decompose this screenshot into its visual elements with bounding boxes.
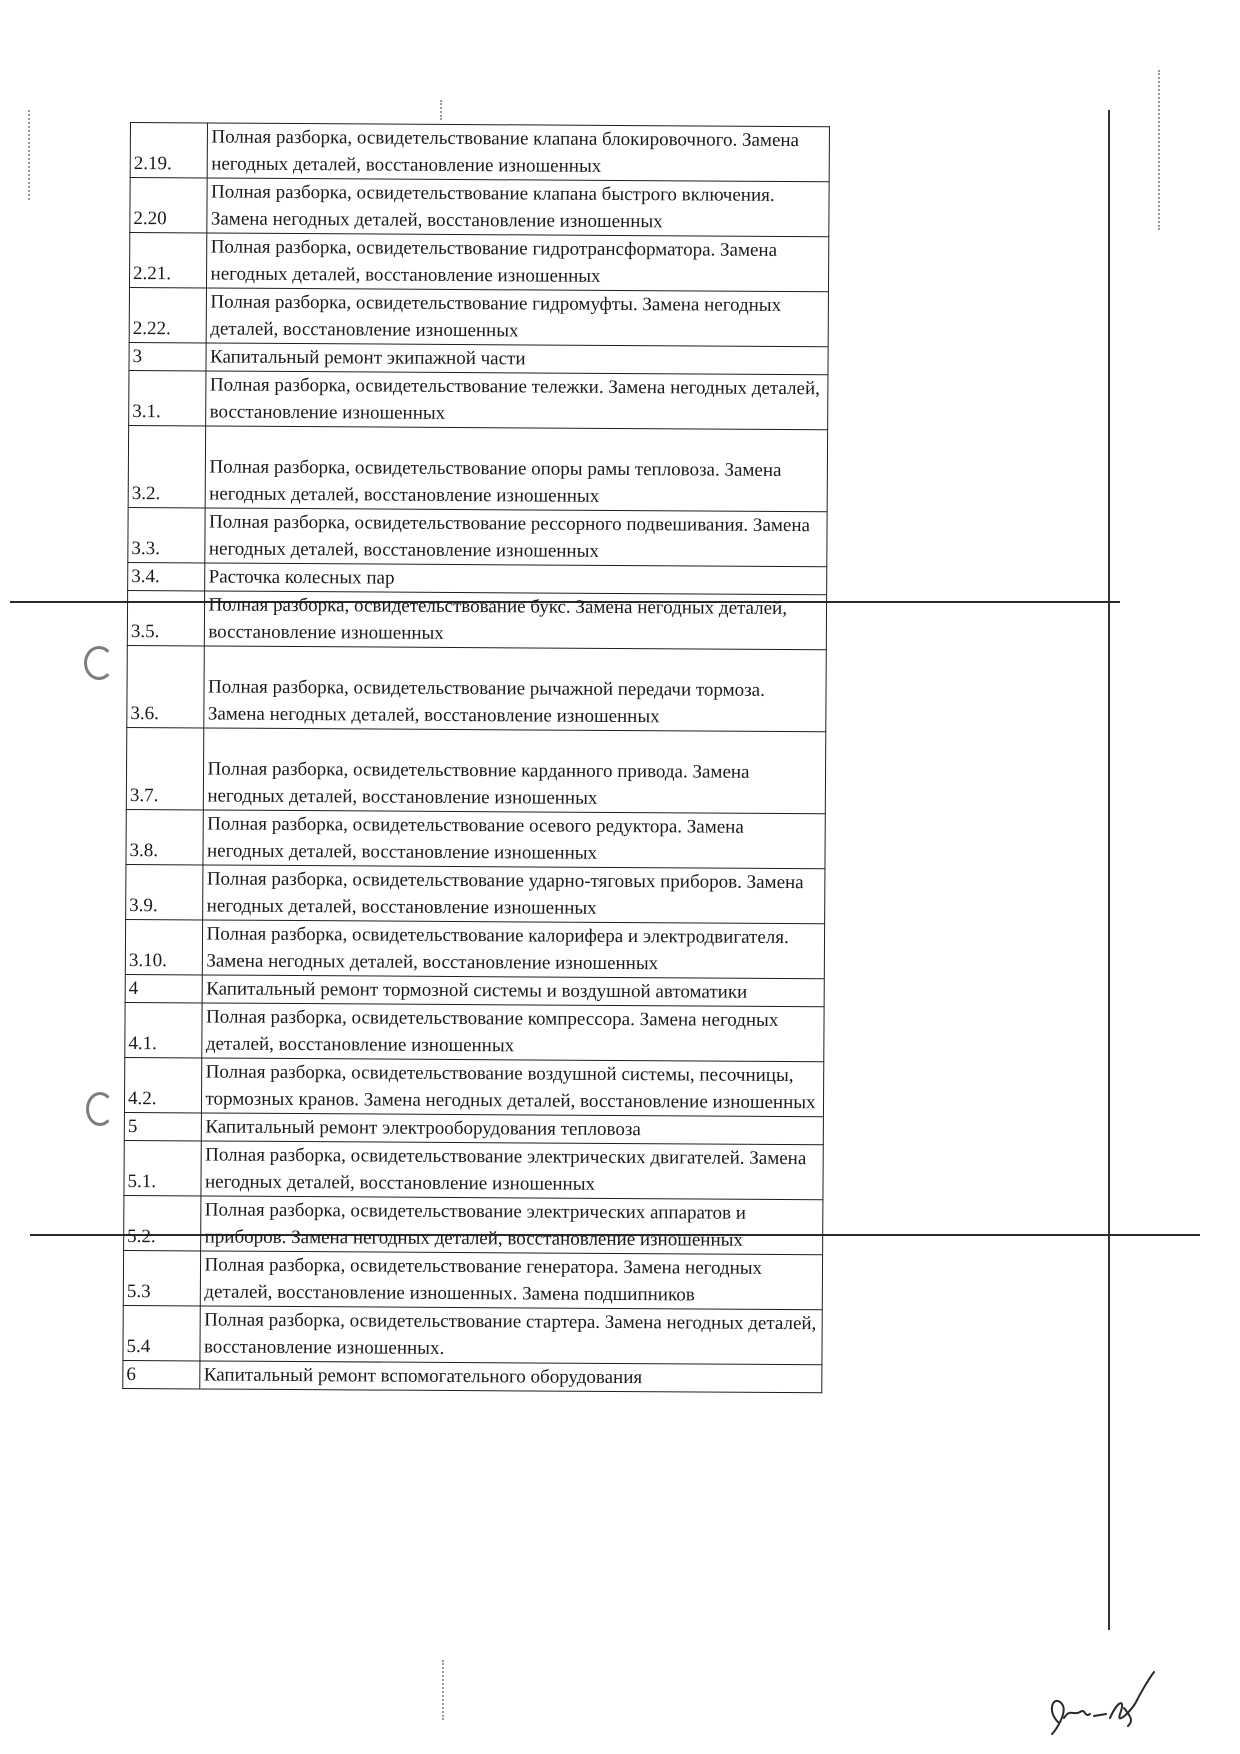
row-number: 6 xyxy=(123,1360,201,1388)
row-description: Капитальный ремонт вспомогательного оборудования xyxy=(200,1361,822,1393)
table-row xyxy=(127,590,826,649)
table-row xyxy=(124,1112,823,1144)
left-edge-dots xyxy=(28,110,31,200)
row-number: 5.3 xyxy=(123,1250,201,1305)
table-row xyxy=(124,1057,823,1116)
row-description: Полная разборка, освидетельствовние карданного привода. Замена негодных деталей, восстановление изношенных xyxy=(204,728,826,814)
table-row xyxy=(129,370,828,429)
row-number: 5.2. xyxy=(124,1195,202,1250)
table-row xyxy=(125,974,824,1006)
table-row xyxy=(125,919,824,978)
row-description: Полная разборка, освидетельствование ударно-тяговых приборов. Замена негодных деталей, восстановление изношенных xyxy=(203,865,825,924)
table-row xyxy=(126,809,825,868)
row-description: Полная разборка, освидетельствование компрессора. Замена негодных деталей, восстановление изношенных xyxy=(202,1003,824,1062)
table-row xyxy=(124,1195,823,1254)
table-row xyxy=(129,287,828,346)
row-number: 2.20 xyxy=(130,178,208,233)
row-number: 4.1. xyxy=(125,1002,203,1057)
punch-hole-upper xyxy=(84,646,114,680)
row-number: 2.22. xyxy=(129,287,207,342)
table-row xyxy=(126,864,825,923)
row-description: Полная разборка, освидетельствование стартера. Замена негодных деталей, восстановление изношенных. xyxy=(200,1306,822,1365)
row-number: 5.4 xyxy=(123,1305,201,1360)
row-number: 5.1. xyxy=(124,1140,202,1195)
top-center-dots xyxy=(440,100,443,120)
handwritten-signature xyxy=(1040,1660,1160,1740)
row-description: Полная разборка, освидетельствование электрических двигателей. Замена негодных деталей, восстановление изношенных xyxy=(201,1141,823,1200)
table-row xyxy=(123,1360,822,1392)
row-number: 3.10. xyxy=(125,919,203,974)
row-number: 3.1. xyxy=(129,370,207,425)
table-row xyxy=(127,645,826,731)
row-description: Капитальный ремонт экипажной части xyxy=(206,343,828,375)
bottom-center-dots xyxy=(442,1660,445,1720)
row-description: Полная разборка, освидетельствование клапана блокировочного. Замена негодных деталей, восстановление изношенных xyxy=(208,123,830,182)
table-row xyxy=(130,123,829,182)
row-number: 4 xyxy=(125,974,203,1002)
right-edge-dots xyxy=(1158,70,1161,230)
row-number: 4.2. xyxy=(124,1057,202,1112)
row-description: Полная разборка, освидетельствование генератора. Замена негодных деталей, восстановление изношенных. Замена подшипников xyxy=(201,1251,823,1310)
table-row xyxy=(130,178,829,237)
right-margin-line xyxy=(1108,110,1110,1630)
repair-items-table xyxy=(122,122,830,1393)
table-row xyxy=(128,425,827,511)
row-description: Полная разборка, освидетельствование рессорного подвешивания. Замена негодных деталей, восстановление изношенных xyxy=(205,508,827,567)
row-number: 2.19. xyxy=(130,123,208,178)
table-row xyxy=(123,1250,822,1309)
row-description: Полная разборка, освидетельствование осевого редуктора. Замена негодных деталей, восстановление изношенных xyxy=(203,810,825,869)
row-description: Полная разборка, освидетельствование калорифера и электродвигателя. Замена негодных деталей, восстановление изношенных xyxy=(203,920,825,979)
table-row xyxy=(124,1140,823,1199)
row-description: Полная разборка, освидетельствование гидротрансформатора. Замена негодных деталей, восстановление изношенных xyxy=(207,233,829,292)
table-row xyxy=(128,562,827,594)
row-number: 3.5. xyxy=(127,590,205,645)
row-number: 3.8. xyxy=(126,809,204,864)
row-number: 3.4. xyxy=(128,562,206,590)
row-description: Расточка колесных пар xyxy=(205,563,827,595)
row-number: 3.6. xyxy=(127,645,205,727)
row-number: 3.7. xyxy=(126,727,204,809)
table-row xyxy=(125,1002,824,1061)
row-description: Полная разборка, освидетельствование клапана быстрого включения. Замена негодных деталей, восстановление изношенных xyxy=(207,178,829,237)
row-number: 3.2. xyxy=(128,425,206,507)
row-description: Полная разборка, освидетельствование электрических аппаратов и приборов. Замена негодных деталей, восстановление изношенных xyxy=(201,1196,823,1255)
row-number: 3 xyxy=(129,342,207,370)
row-number: 3.3. xyxy=(128,507,206,562)
row-description: Полная разборка, освидетельствование воздушной системы, песочницы, тормозных кранов. Замена негодных деталей, восстановление изношенных xyxy=(202,1058,824,1117)
table-row xyxy=(126,727,825,813)
row-description: Полная разборка, освидетельствование букс. Замена негодных деталей, восстановление изношенных xyxy=(205,591,827,650)
row-description: Полная разборка, освидетельствование опоры рамы тепловоза. Замена негодных деталей, восстановление изношенных xyxy=(206,426,828,512)
table-row xyxy=(129,342,828,374)
row-description: Капитальный ремонт тормозной системы и воздушной автоматики xyxy=(203,975,825,1007)
row-number: 2.21. xyxy=(129,233,207,288)
punch-hole-lower xyxy=(86,1092,114,1126)
table-row xyxy=(123,1305,822,1364)
row-description: Полная разборка, освидетельствование гидромуфты. Замена негодных деталей, восстановление изношенных xyxy=(207,288,829,347)
row-description: Полная разборка, освидетельствование тележки. Замена негодных деталей, восстановление изношенных xyxy=(206,371,828,430)
table-row xyxy=(128,507,827,566)
row-number: 5 xyxy=(124,1112,202,1140)
row-description: Полная разборка, освидетельствование рычажной передачи тормоза. Замена негодных деталей, восстановление изношенных xyxy=(204,646,826,732)
row-description: Капитальный ремонт электрооборудования тепловоза xyxy=(202,1113,824,1145)
table-row xyxy=(129,233,828,292)
row-number: 3.9. xyxy=(126,864,204,919)
